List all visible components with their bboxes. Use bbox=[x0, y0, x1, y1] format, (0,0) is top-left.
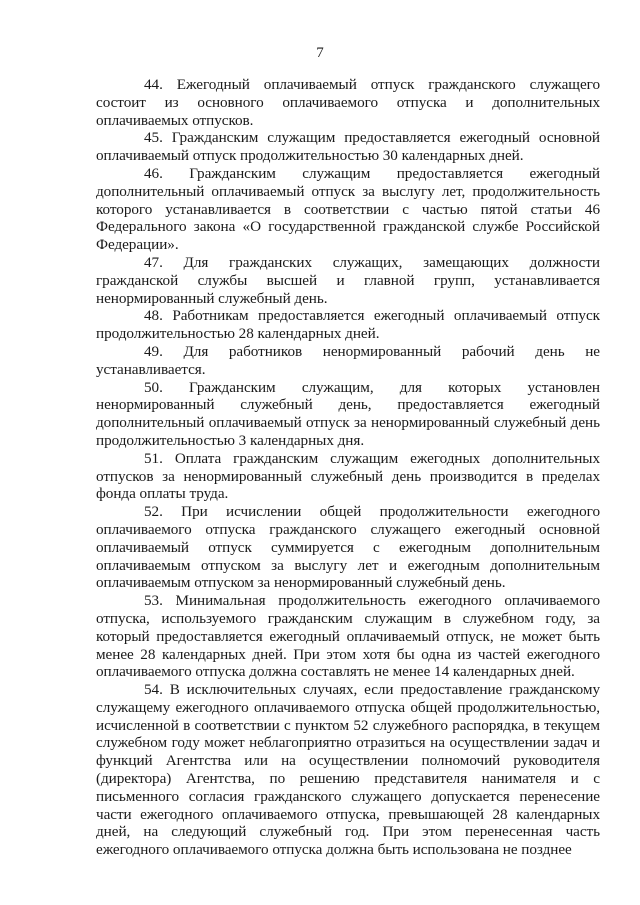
page-number: 7 bbox=[316, 45, 324, 61]
paragraph-47: 47. Для гражданских служащих, замещающих должности гражданской службы высшей и главной групп, устанавливается ненормированный служебный день. bbox=[96, 253, 600, 307]
paragraph-53: 53. Минимальная продолжительность ежегодного оплачиваемого отпуска, используемого гражданским служащим в служебном году, за который предоставляется ежегодный оплачиваемый отпуск, не может быть менее 28 календарных дней. При этом хотя бы одна из частей ежегодного оплачиваемого отпуска должна составлять не менее 14 календарных дней. bbox=[96, 592, 600, 681]
paragraph-50: 50. Гражданским служащим, для которых установлен ненормированный служебный день, предоставляется ежегодный дополнительный оплачиваемый отпуск за ненормированный служебный день продолжительностью 3 календарных дня. bbox=[96, 378, 600, 449]
paragraph-52: 52. При исчислении общей продолжительности ежегодного оплачиваемого отпуска гражданского служащего ежегодный основной оплачиваемый отпуск суммируется с ежегодным дополнительным оплачиваемым отпуском за выслугу лет и ежегодным дополнительным оплачиваемым отпуском за ненормированный служебный день. bbox=[96, 503, 600, 592]
paragraph-45: 45. Гражданским служащим предоставляется ежегодный основной оплачиваемый отпуск продолжительностью 30 календарных дней. bbox=[96, 129, 600, 165]
paragraph-48: 48. Работникам предоставляется ежегодный оплачиваемый отпуск продолжительностью 28 календарных дней. bbox=[96, 307, 600, 343]
paragraph-54: 54. В исключительных случаях, если предоставление гражданскому служащему ежегодного оплачиваемого отпуска общей продолжительностью, исчисленной в соответствии с пунктом 52 служебного распорядка, в текущем служебном году может неблагоприятно отразиться на осуществлении задач и функций Агентства или на осуществлении полномочий руководителя (директора) Агентства, по решению представителя нанимателя и с письменного согласия гражданского служащего допускается перенесение части ежегодного оплачиваемого отпуска, превышающей 28 календарных дней, на следующий служебный год. При этом перенесенная часть ежегодного оплачиваемого отпуска должна быть использована не позднее bbox=[96, 681, 600, 859]
paragraph-51: 51. Оплата гражданским служащим ежегодных дополнительных отпусков за ненормированный служебный день производится в пределах фонда оплаты труда. bbox=[96, 449, 600, 503]
document-body bbox=[96, 76, 600, 859]
paragraph-46: 46. Гражданским служащим предоставляется ежегодный дополнительный оплачиваемый отпуск за выслугу лет, продолжительность которого устанавливается в соответствии с частью пятой статьи 46 Федерального закона «О государственной гражданской службе Российской Федерации». bbox=[96, 164, 600, 254]
paragraph-44: 44. Ежегодный оплачиваемый отпуск гражданского служащего состоит из основного оплачиваемого отпуска и дополнительных оплачиваемых отпусков. bbox=[96, 76, 600, 129]
paragraph-49: 49. Для работников ненормированный рабочий день не устанавливается. bbox=[96, 342, 600, 378]
